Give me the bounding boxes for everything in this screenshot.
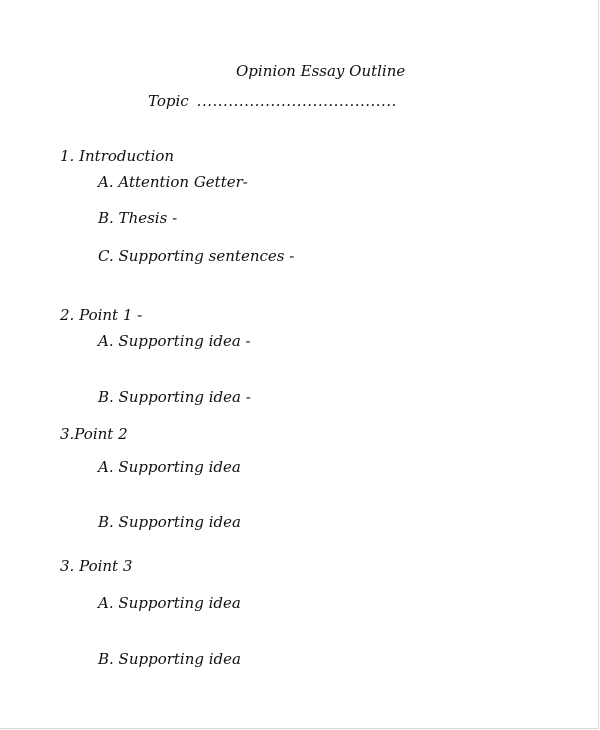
topic-label: Topic: [148, 92, 189, 110]
outline-item: B. Supporting idea: [98, 513, 241, 531]
section-heading-point-3: 3. Point 3: [60, 557, 133, 575]
section-heading-point-2: 3.Point 2: [60, 425, 128, 443]
outline-item: B. Thesis -: [98, 209, 178, 227]
outline-item: A. Supporting idea -: [98, 332, 251, 350]
page-title: Opinion Essay Outline: [236, 62, 406, 80]
outline-item: B. Supporting idea: [98, 650, 241, 668]
outline-item: C. Supporting sentences -: [98, 247, 295, 265]
outline-item: A. Attention Getter-: [98, 173, 248, 191]
topic-line: [148, 92, 397, 110]
outline-item: A. Supporting idea: [98, 594, 241, 612]
section-heading-introduction: 1. Introduction: [60, 147, 175, 165]
outline-item: B. Supporting idea -: [98, 388, 251, 406]
outline-item: A. Supporting idea: [98, 458, 241, 476]
topic-blank: ......................................: [196, 92, 397, 110]
section-heading-point-1: 2. Point 1 -: [60, 306, 143, 324]
